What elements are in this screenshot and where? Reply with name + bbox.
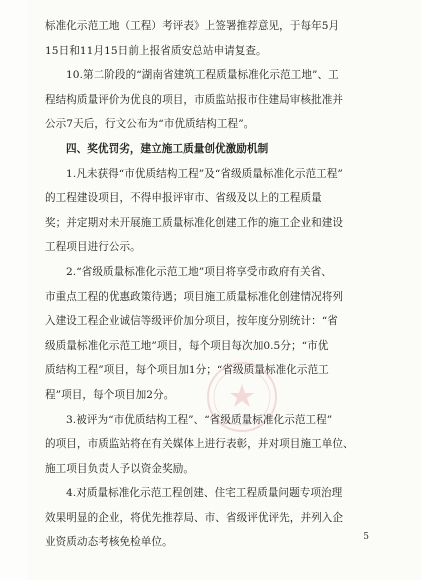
- paragraph-start: 1.凡未获得“市优质结构工程”及“省级质量标准化示范工程”: [66, 167, 343, 180]
- section-heading: 四、奖优罚劣，建立施工质量创优激励机制: [66, 142, 269, 155]
- text-line: 工程项目进行公示。: [45, 241, 141, 254]
- text-line: 业资质动态考核免检单位。: [45, 536, 173, 549]
- text-line: 入建设工程企业诚信等级评价加分项目，按年度分别统计：“省: [45, 315, 338, 328]
- page-number: 5: [363, 532, 369, 542]
- text-line: 质结构工程”项目，每个项目加1分；“省级质量标准化示范工: [45, 364, 329, 377]
- paragraph-start: 2.“省级质量标准化示范工地”项目将享受市政府有关省、: [66, 265, 332, 278]
- paragraph-start: 4.对质量标准化示范工程创建、住宅工程质量问题专项治理: [66, 487, 343, 500]
- text-line: 奖；并定期对未开展施工质量标准化创建工作的施工企业和建设: [45, 216, 344, 229]
- text-line: 效果明显的企业，将优先推荐局、市、省级评优评先，并列入企: [45, 511, 344, 524]
- text-line: 程结构质量评价为优良的项目，市质监站报市住建局审核批准并: [45, 93, 344, 106]
- paragraph-start: 10.第二阶段的“湖南省建筑工程质量标准化示范工地”、工: [66, 69, 339, 82]
- paragraph-start: 3.被评为“市优质结构工程”、“省级质量标准化示范工程”: [66, 413, 333, 426]
- text-line: 的项目，市质监站将在有关媒体上进行表彰，并对项目施工单位、: [45, 438, 354, 451]
- document-body: [45, 14, 397, 555]
- text-line: 标准化示范工地（工程）考评表》上签署推荐意见，于每年5月: [45, 20, 340, 32]
- text-line: 的工程建设项目，不得申报评审市、省级及以上的工程质量: [45, 192, 322, 205]
- text-line: 程”项目，每个项目加2分。: [45, 388, 175, 401]
- text-line: 市重点工程的优惠政策待遇；项目施工质量标准化创建情况将列: [45, 290, 344, 303]
- text-line: 15日和11月15日前上报省质安总站申请复查。: [45, 44, 267, 57]
- text-line: 公示7天后，行文公布为“市优质结构工程”。: [45, 118, 255, 131]
- text-line: 级质量标准化示范工地”项目，每个项目每次加0.5分；“市优: [45, 339, 329, 352]
- text-line: 施工项目负责人予以资金奖励。: [45, 462, 195, 475]
